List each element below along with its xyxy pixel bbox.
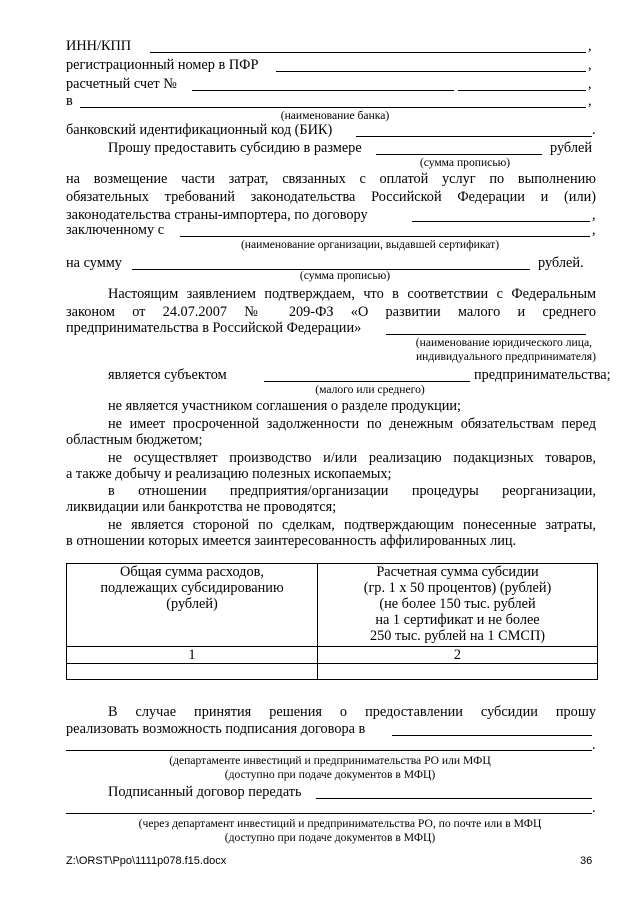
concluded-label: заключенному с <box>66 222 165 238</box>
page-number: 36 <box>580 855 593 867</box>
bank-hint: (наименование банка) <box>280 109 390 122</box>
sum-words-hint: (сумма прописью) <box>419 156 511 169</box>
transfer-field[interactable] <box>316 798 592 799</box>
bank-field[interactable] <box>80 107 586 108</box>
org-hint: (наименование организации, выдавшей сертификат) <box>240 238 500 251</box>
period: . <box>592 122 596 138</box>
comma: , <box>592 222 596 238</box>
inn-field[interactable] <box>150 52 586 53</box>
condition-1: не является участником соглашения о разделе продукции; <box>108 398 462 414</box>
comma: , <box>592 207 596 223</box>
rubles-label: рублей <box>550 140 592 156</box>
decision-line-2: реализовать возможность подписания договора в <box>66 721 366 737</box>
cell-subsidy-amount[interactable] <box>318 664 598 680</box>
bik-field[interactable] <box>356 136 592 137</box>
inn-label: ИНН/КПП <box>66 38 132 54</box>
transfer-hint-1: (через департамент инвестиций и предпринимательства РО, по почте или в МФЦ <box>138 817 542 830</box>
table-row <box>67 664 598 680</box>
contract-place-field[interactable] <box>392 735 592 736</box>
pfr-field[interactable] <box>276 71 586 72</box>
pfr-label: регистрационный номер в ПФР <box>66 57 259 73</box>
condition-5a: не является стороной по сделкам, подтверждающим понесенные затраты, <box>108 517 596 533</box>
condition-2b: областным бюджетом; <box>66 432 203 448</box>
condition-5b: в отношении которых имеется заинтересованность аффилированных лиц. <box>66 533 517 549</box>
purpose-line-2: обязательных требований законодательства Российской Федерации и (или) <box>66 189 596 205</box>
cell-total-expenses[interactable] <box>67 664 318 680</box>
account-label: расчетный счет № <box>66 76 177 92</box>
transfer-label: Подписанный договор передать <box>108 784 302 800</box>
contract-field[interactable] <box>412 221 590 222</box>
period: . <box>592 737 596 753</box>
confirm-line-2: законом от 24.07.2007 № 209-ФЗ «О развитии малого и среднего <box>66 304 596 320</box>
condition-4b: ликвидации или банкротства не проводятся; <box>66 499 337 515</box>
file-path: Z:\ORST\Ppo\1111p078.f15.docx <box>66 855 227 867</box>
confirm-line-1: Настоящим заявлением подтверждаем, что в соответствии с Федеральным <box>108 286 596 302</box>
confirm-line-3: предпринимательства в Российской Федерации» <box>66 320 362 336</box>
subject-prefix: является субъектом <box>108 367 227 383</box>
subsidy-request: Прошу предоставить субсидию в размере <box>108 140 362 156</box>
condition-4a: в отношении предприятия/организации процедуры реорганизации, <box>108 483 596 499</box>
period: . <box>592 800 596 816</box>
col-number-1: 1 <box>67 647 318 664</box>
contract-place-field-2[interactable] <box>66 750 592 751</box>
transfer-field-2[interactable] <box>66 813 592 814</box>
header-subsidy-amount: Расчетная сумма субсидии (гр. 1 х 50 процентов) (рублей) (не более 150 тыс. рублей на 1 сертификат и не более 250 тыс. рублей на 1 СМСП) <box>318 564 598 647</box>
sum-words-hint-2: (сумма прописью) <box>299 269 391 282</box>
purpose-line-3: законодательства страны-импортера, по договору <box>66 207 368 223</box>
amount-prefix: на сумму <box>66 255 122 271</box>
comma: , <box>588 57 592 73</box>
col-number-2: 2 <box>318 647 598 664</box>
header-total-expenses: Общая сумма расходов, подлежащих субсидированию (рублей) <box>67 564 318 647</box>
decision-line-1: В случае принятия решения о предоставлении субсидии прошу <box>108 704 596 720</box>
comma: , <box>588 76 592 92</box>
entity-field[interactable] <box>386 334 586 335</box>
subsidy-amount-field[interactable] <box>376 154 542 155</box>
condition-3a: не осуществляет производство и/или реализацию подакцизных товаров, <box>108 450 596 466</box>
rubles-end: рублей. <box>538 255 584 271</box>
condition-2a: не имеет просроченной задолженности по денежным обязательствам перед <box>108 416 596 432</box>
table-header-row <box>67 564 598 647</box>
decision-hint-1: (департаменте инвестиций и предпринимательства РО или МФЦ <box>169 754 491 767</box>
comma: , <box>588 38 592 54</box>
entity-hint-2: индивидуального предпринимателя) <box>415 350 596 363</box>
comma: , <box>588 93 592 109</box>
bank-prefix: в <box>66 93 73 109</box>
bik-label: банковский идентификационный код (БИК) <box>66 122 333 138</box>
subject-suffix: предпринимательства; <box>474 367 611 383</box>
org-field[interactable] <box>180 236 590 237</box>
condition-3b: а также добычу и реализацию полезных ископаемых; <box>66 466 392 482</box>
size-hint: (малого или среднего) <box>315 383 425 396</box>
purpose-line-1: на возмещение части затрат, связанных с оплатой услуг по выполнению <box>66 171 596 187</box>
subsidy-table <box>66 563 598 680</box>
subject-size-field[interactable] <box>264 381 470 382</box>
account-field[interactable] <box>192 90 454 91</box>
table-number-row <box>67 647 598 664</box>
entity-hint-1: (наименование юридического лица, <box>415 336 592 349</box>
account-field-2[interactable] <box>458 90 586 91</box>
decision-hint-2: (доступно при подаче документов в МФЦ) <box>224 768 436 781</box>
transfer-hint-2: (доступно при подаче документов в МФЦ) <box>224 831 436 844</box>
